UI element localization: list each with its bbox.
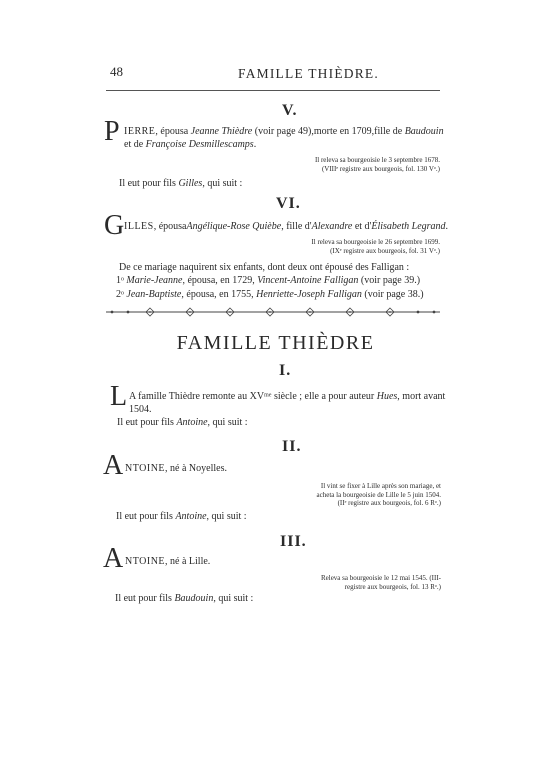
- drop-cap-i: L: [110, 381, 128, 412]
- father-name: Alexandre: [311, 221, 353, 232]
- section-numeral-i: I.: [279, 362, 292, 379]
- drop-cap-iii: A: [103, 543, 124, 574]
- person-name: NTOINE: [125, 463, 166, 474]
- header-rule: [106, 90, 440, 91]
- ancestor-name: Hues: [376, 391, 398, 402]
- section-iii-son: Il eut pour fils Baudouin, qui suit :: [115, 593, 254, 604]
- section-vi-line-1: ILLES, épousaAngélique-Rose Quièbe, fille d'Alexandre et d'Élisabeth Legrand.: [124, 221, 449, 232]
- drop-cap-ii: A: [103, 450, 124, 481]
- page-number: 48: [110, 64, 123, 79]
- section-vi-child-2: 2ᵒ Jean-Baptiste, épousa, en 1755, Henriette-Joseph Falligan (voir page 38.): [116, 289, 424, 300]
- section-i-line-2: 1504.: [129, 404, 152, 415]
- father-name: Baudouin: [404, 126, 444, 137]
- person-name: NTOINE: [125, 556, 166, 567]
- running-title: FAMILLE THIÈDRE.: [238, 66, 379, 81]
- family-title: FAMILLE THIÈDRE: [176, 332, 375, 354]
- section-numeral-iii: III.: [280, 533, 307, 550]
- section-v-son: Il eut pour fils Gilles, qui suit :: [119, 178, 243, 189]
- section-i-line-1: A famille Thièdre remonte au XVᵐᵉ siècle ; elle a pour auteur Hues, mort avant: [129, 391, 446, 402]
- section-iii-line-1: NTOINE, né à Lille.: [125, 556, 211, 567]
- mother-name: Élisabeth Legrand: [371, 221, 446, 232]
- person-name: ILLES: [124, 221, 154, 232]
- spouse-name: Angélique-Rose Quièbe: [186, 221, 282, 232]
- section-v-line-1: IERRE, épousa Jeanne Thièdre (voir page 49),morte en 1709,fille de Baudouin: [124, 126, 444, 137]
- section-v-line-2: et de Françoise Desmillescamps.: [124, 139, 257, 150]
- section-ii-son: Il eut pour fils Antoine, qui suit :: [116, 511, 247, 522]
- section-numeral-vi: VI.: [276, 195, 301, 212]
- section-numeral-ii: II.: [282, 438, 302, 455]
- spouse-name: Jeanne Thièdre: [190, 126, 253, 137]
- section-vi-child-1: 1ᵒ Marie-Jeanne, épousa, en 1729, Vincent-Antoine Falligan (voir page 39.): [116, 275, 421, 286]
- section-numeral-v: V.: [282, 102, 298, 119]
- drop-cap-v: P: [104, 116, 120, 147]
- section-i-son: Il eut pour fils Antoine, qui suit :: [117, 417, 248, 428]
- section-vi-note: Il releva sa bourgeoisie le 26 septembre 1699. (IXᵉ registre aux bourgeois, fol. 31 Vᵒ.): [311, 238, 440, 255]
- section-v-note: Il releva sa bourgeoisie le 3 septembre 1678. (VIIIᵉ registre aux bourgeois, fol. 130 Vᵒ.): [314, 156, 440, 173]
- person-name: IERRE: [124, 126, 156, 137]
- section-vi-children: De ce mariage naquirent six enfants, dont deux ont épousé des Falligan :: [119, 262, 410, 273]
- section-iii-note: Releva sa bourgeoisie le 12 mai 1545. (III- registre aux bourgeois, fol. 13 Rᵒ.): [320, 574, 441, 591]
- section-ii-line-1: NTOINE, né à Noyelles.: [125, 463, 227, 474]
- ornamental-divider: [106, 306, 440, 318]
- mother-name: Françoise Desmillescamps: [145, 139, 254, 150]
- section-ii-note: Il vint se fixer à Lille après son mariage, et acheta la bourgeoisie de Lille le 5 juin 1504. (IIᵉ registre aux bourgeois, fol. 6 Rᵒ.): [316, 482, 441, 507]
- drop-cap-vi: G: [104, 210, 125, 241]
